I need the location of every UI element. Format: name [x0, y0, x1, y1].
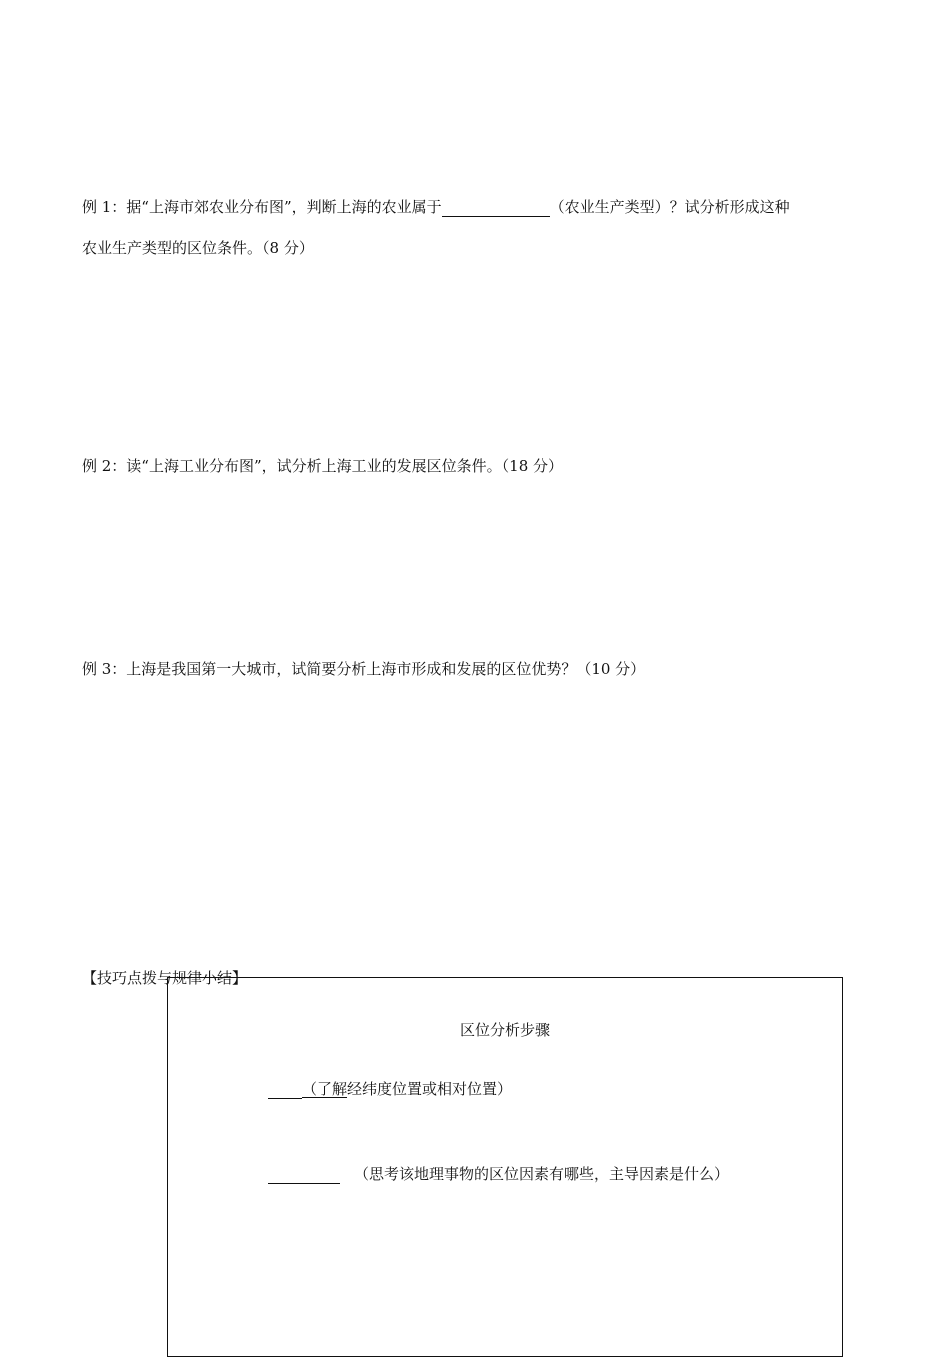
example-1-suffix: （农业生产类型）？试分析形成这种	[549, 198, 790, 216]
summary-box-title: 区位分析步骤	[459, 1021, 550, 1039]
step-2-blank[interactable]	[268, 1168, 340, 1184]
example-1-answer-blank[interactable]	[442, 201, 550, 217]
step-1-blank[interactable]	[268, 1083, 302, 1099]
summary-step-1	[268, 1079, 512, 1099]
example-1-prefix: 例 1：据“上海市郊农业分布图”，判断上海的农业属于	[82, 198, 442, 216]
example-1-line-2: 农业生产类型的区位条件。（8 分）	[82, 239, 314, 257]
summary-box	[167, 977, 843, 1357]
summary-step-2	[268, 1164, 729, 1184]
example-1-line-1	[82, 197, 790, 217]
step-2-text: （思考该地理事物的区位因素有哪些，主导因素是什么）	[354, 1165, 730, 1183]
example-2-question: 例 2：读“上海工业分布图”，试分析上海工业的发展区位条件。（18 分）	[82, 457, 564, 475]
section-title: 【技巧点拨与规律小结】	[82, 969, 248, 987]
step-1-text: 经纬度位置或相对位置）	[347, 1080, 513, 1098]
step-1-underlined: （了解	[302, 1080, 348, 1098]
example-3-question: 例 3：上海是我国第一大城市，试简要分析上海市形成和发展的区位优势？（10 分）	[82, 660, 646, 678]
